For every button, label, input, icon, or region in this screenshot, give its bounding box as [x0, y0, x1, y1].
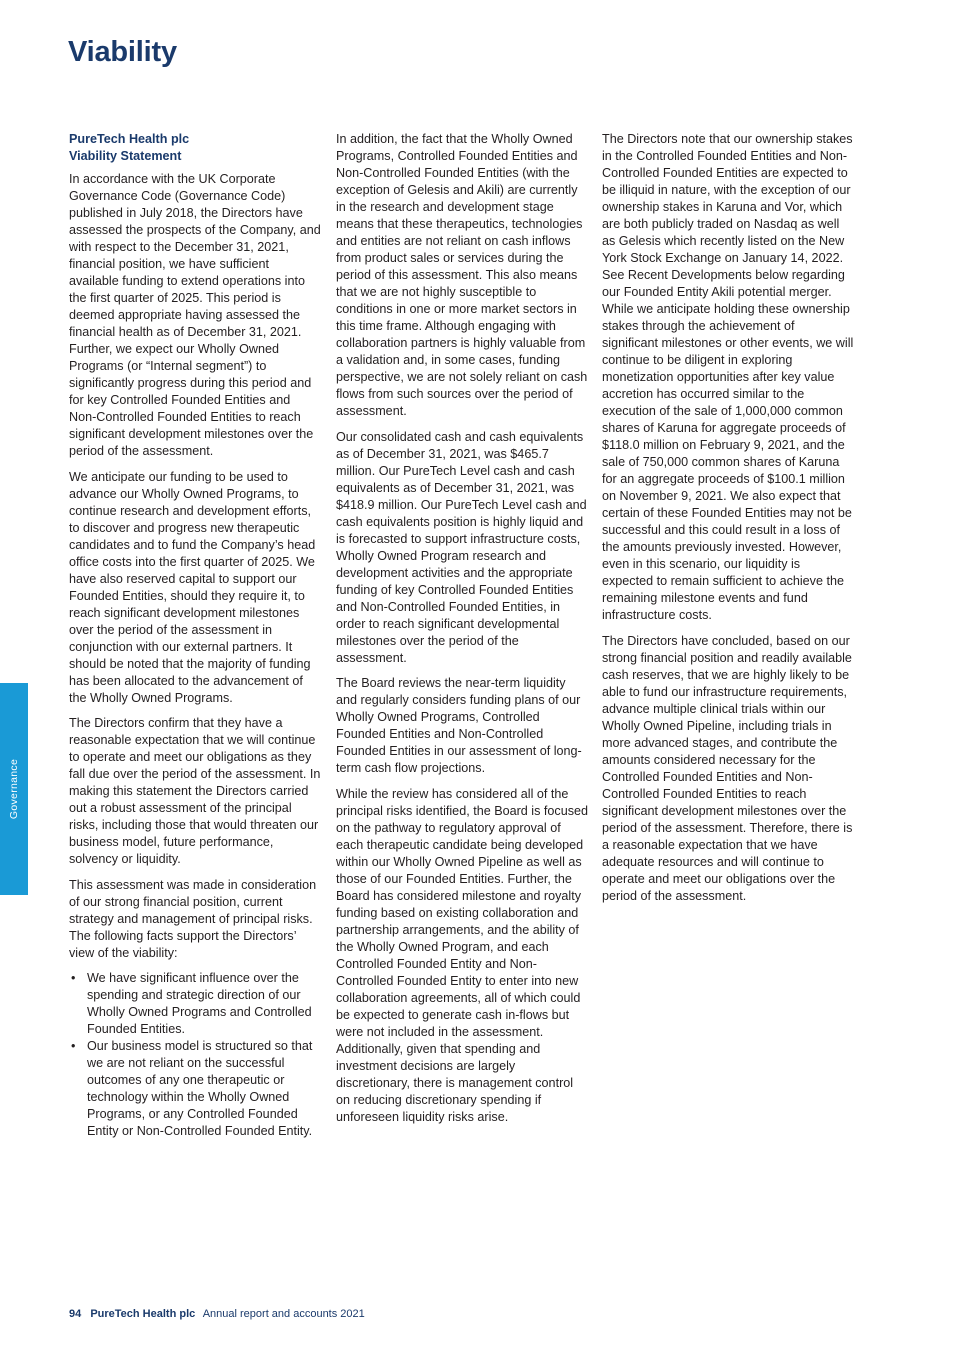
paragraph: In accordance with the UK Corporate Governance Code (Governance Code) published in July 2018, the Directors have assessed the prospects of the Company, and with respect to the December 31, 2021, financial position, we have sufficient available funding to extend operations into the first quarter of 2025. This period is deemed appropriate having assessed the financial health as of December 31, 2021. Further, we expect our Wholly Owned Programs (or “Internal segment”) to significantly progress during this period and for key Controlled Founded Entities and Non-Controlled Founded Entities to reach significant development milestones over the period of the assessment. — [69, 172, 321, 458]
bullet-icon: • — [71, 1039, 76, 1053]
column-1 — [69, 131, 321, 1140]
footer-company: PureTech Health plc — [90, 1308, 196, 1320]
paragraph: Our consolidated cash and cash equivalents as of December 31, 2021, was $465.7 million. Our PureTech Level cash and cash equivalents as of December 31, 2021, was $418.9 million. Our PureTech Level cash and cash equivalents position is highly liquid and is forecasted to support infrastructure costs, Wholly Owned Program research and development activities and the appropriate funding of key Controlled Founded Entities and Non-Controlled Founded Entities, in order to reach significant developmental milestones over the period of the assessment. — [336, 429, 587, 665]
paragraph: While the review has considered all of the principal risks identified, the Board is focused on the pathway to regulatory approval of each therapeutic candidate being developed within our Wholly Owned Pipeline as well as those of our Founded Entities. Further, the Board has considered milestone and royalty funding based on existing collaboration and partnership arrangements, and the ability of the Wholly Owned Program, and each Controlled Founded Entity and Non-Controlled Founded Entity to enter into new collaboration agreements, all of which could be expected to generate cash in-flows but were not included in the assessment. Additionally, given that spending and investment decisions are largely discretionary, there is management control on reducing discretionary spending if unforeseen liquidity risks arise. — [336, 786, 589, 1124]
list-item — [69, 1038, 321, 1140]
footer-document-title: Annual report and accounts 2021 — [202, 1308, 365, 1320]
viability-statement-heading — [69, 131, 321, 165]
section-side-tab-label: Governance — [8, 758, 20, 820]
paragraph: In addition, the fact that the Wholly Owned Programs, Controlled Founded Entities and Non-Controlled Founded Entities (with the exception of Gelesis and Akili) are currently in the research and development stage means that these therapeutics, technologies and entities are not reliant on cash inflows from product sales or services during the period of this assessment. This also means that we are not highly susceptible to conditions in one or more market sectors in this time frame. Although engaging with collaboration partners is highly valuable from a validation and, in some cases, funding perspective, we are not solely reliant on cash flows from such sources over the period of assessment. — [336, 132, 588, 418]
list-item-text: Our business model is structured so that we are not reliant on the successful outcomes of any one therapeutic or technology within the Wholly Owned Programs, or any Controlled Founded Entity or Non-Controlled Founded Entity. — [87, 1039, 313, 1138]
heading-line-company: PureTech Health plc — [69, 132, 190, 146]
column-3 — [602, 131, 854, 913]
paragraph: The Directors have concluded, based on our strong financial position and readily available cash reserves, that we are highly likely to be able to fund our infrastructure requirements, advance multiple clinical trials within our Wholly Owned Pipeline, including trials in more advanced stages, and contribute the amounts considered necessary for the Controlled Founded Entities and Non-Controlled Founded Entities to reach significant development milestones over the period of the assessment. Therefore, there is a reasonable expectation that we have adequate resources and will continue to operate and meet our obligations over the period of the assessment. — [602, 633, 853, 903]
paragraph: We anticipate our funding to be used to advance our Wholly Owned Programs, to continue research and development efforts, to discover and progress new therapeutic candidates and to fund the Company’s head office costs into the first quarter of 2025. We have also reserved capital to support our Founded Entities, should they require it, to reach significant development milestones over the period of the assessment in conjunction with our external partners. It should be noted that the majority of funding has been allocated to the advancement of the Wholly Owned Programs. — [69, 469, 316, 705]
viability-facts-list — [69, 970, 321, 1140]
paragraph: The Directors note that our ownership stakes in the Controlled Founded Entities and Non-Controlled Founded Entities are expected to be illiquid in nature, with the exception of our ownership stakes in Karuna and Vor, which are both publicly traded on Nasdaq as well as Gelesis which recently listed on the New York Stock Exchange on January 14, 2022. See Recent Developments below regarding our Founded Entity Akili potential merger. While we anticipate holding these ownership stakes through the achievement of significant milestones or other events, we will continue to be diligent in exploring monetization opportunities after key value accretion has occurred similar to the execution of the sale of 1,000,000 common shares of Karuna for aggregate proceeds of $118.0 million on February 9, 2021, and the sale of 750,000 common shares of Karuna for an aggregate proceeds of $100.1 million on November 9, 2021. We also expect that certain of these Founded Entities may not be successful and this could result in a loss of the amounts previously invested. However, even in this scenario, our liquidity is expected to remain sufficient to achieve the remaining milestone events and fund infrastructure costs. — [602, 132, 854, 622]
page-footer — [69, 1308, 365, 1320]
list-item — [69, 970, 321, 1038]
paragraph: The Board reviews the near-term liquidity and regularly considers funding plans of our Wholly Owned Programs, Controlled Founded Entities and Non-Controlled Founded Entities in our assessment of long-term cash flow projections. — [336, 676, 582, 775]
bullet-icon: • — [71, 971, 76, 985]
section-side-tab — [0, 683, 28, 895]
list-item-text: We have significant influence over the spending and strategic direction of our Wholly Owned Programs and Controlled Founded Entities. — [87, 971, 312, 1036]
page-title: Viability — [68, 36, 177, 68]
column-2 — [336, 131, 588, 1134]
paragraph: This assessment was made in consideration of our strong financial position, current strategy and management of principal risks. The following facts support the Directors’ view of the viability: — [69, 877, 317, 960]
heading-line-title: Viability Statement — [69, 149, 182, 163]
paragraph: The Directors confirm that they have a reasonable expectation that we will continue to operate and meet our obligations as they fall due over the period of the assessment. In making this statement the Directors carried out a robust assessment of the principal risks, including those that would threaten our business model, future performance, solvency or liquidity. — [69, 716, 321, 866]
page-number: 94 — [69, 1308, 82, 1320]
